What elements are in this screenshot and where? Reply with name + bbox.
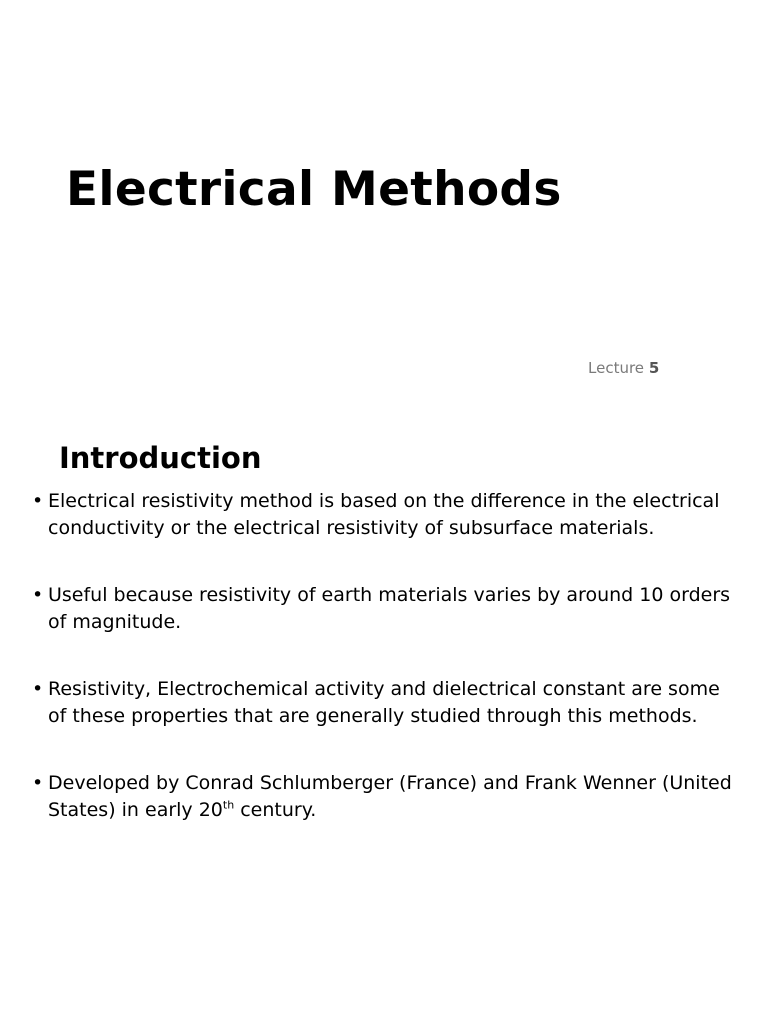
introduction-slide [0, 410, 768, 1024]
ordinal-superscript: th [222, 798, 235, 812]
bullet-list [32, 488, 732, 864]
bullet-text: Electrical resistivity method is based on the difference in the electrical conductivity or the electrical resistivity of subsurface materials. [48, 490, 720, 539]
slide-title: Electrical Methods [66, 162, 562, 217]
bullet-text [48, 772, 732, 821]
bullet-glyph: • [32, 490, 44, 512]
bullet-item [32, 676, 732, 730]
bullet-glyph: • [32, 584, 44, 606]
bullet-glyph: • [32, 678, 44, 700]
bullet-text: Resistivity, Electrochemical activity and dielectrical constant are some of these properties that are generally studied through this methods. [48, 678, 720, 727]
bullet-text-end: century. [234, 799, 317, 821]
bullet-text: Useful because resistivity of earth materials varies by around 10 orders of magnitude. [48, 584, 731, 633]
lecture-label [588, 359, 659, 377]
bullet-item [32, 770, 732, 824]
lecture-number: 5 [648, 359, 660, 377]
bullet-item [32, 582, 732, 636]
bullet-text-start: Developed by Conrad Schlumberger (France) and Frank Wenner (United States) in early 20 [48, 772, 732, 821]
lecture-text: Lecture [588, 359, 645, 377]
bullet-glyph: • [32, 772, 44, 794]
title-slide [0, 0, 768, 410]
bullet-item [32, 488, 732, 542]
section-heading: Introduction [59, 441, 262, 475]
